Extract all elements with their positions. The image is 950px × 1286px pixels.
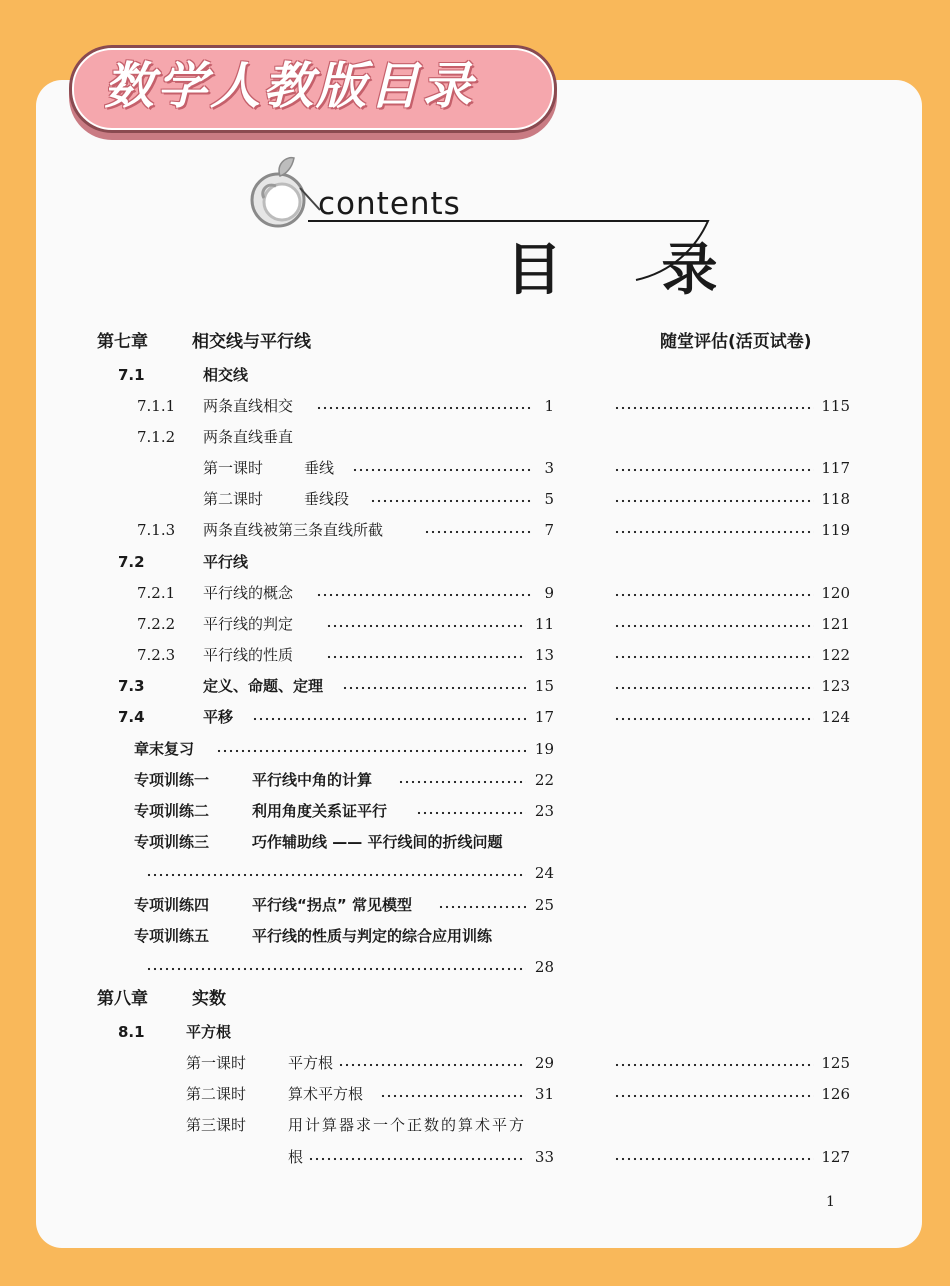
page-ref: 1 bbox=[544, 397, 554, 415]
section-number: 7.1 bbox=[118, 366, 145, 384]
page-ref: 25 bbox=[534, 896, 554, 914]
section-number: 8.1 bbox=[118, 1023, 145, 1041]
test-page-ref: 118 bbox=[821, 490, 850, 508]
lesson-label: 第二课时 bbox=[186, 1085, 247, 1103]
page-ref: 9 bbox=[544, 584, 554, 602]
extra-label: 专项训练一 bbox=[134, 771, 210, 789]
test-page-ref: 125 bbox=[821, 1054, 850, 1072]
subsection-title: 平行线的性质 bbox=[203, 646, 294, 664]
page-ref: 29 bbox=[534, 1054, 554, 1072]
page-ref: 28 bbox=[534, 958, 554, 976]
subsection-title: 平行线的判定 bbox=[203, 615, 294, 633]
page-ref: 11 bbox=[534, 615, 554, 633]
lesson-title-continued: 根 bbox=[288, 1148, 304, 1166]
extra-title: 平行线中角的计算 bbox=[252, 771, 373, 789]
dot-leader bbox=[146, 958, 526, 972]
test-page-ref: 120 bbox=[821, 584, 850, 602]
dot-leader bbox=[614, 397, 814, 411]
dot-leader bbox=[326, 646, 526, 660]
test-page-ref: 123 bbox=[821, 677, 850, 695]
dot-leader bbox=[614, 1148, 814, 1162]
section-number: 7.4 bbox=[118, 708, 145, 726]
dot-leader bbox=[614, 677, 814, 691]
lesson-label: 第一课时 bbox=[186, 1054, 247, 1072]
test-page-ref: 119 bbox=[821, 521, 850, 539]
dot-leader bbox=[614, 459, 814, 473]
section-number: 7.3 bbox=[118, 677, 145, 695]
test-page-ref: 124 bbox=[821, 708, 850, 726]
subsection-number: 7.2.1 bbox=[137, 584, 176, 602]
dot-leader bbox=[342, 677, 526, 691]
extra-label: 专项训练五 bbox=[134, 927, 210, 945]
dot-leader bbox=[614, 615, 814, 629]
page-ref: 17 bbox=[534, 708, 554, 726]
section-title: 相交线 bbox=[203, 366, 249, 384]
dot-leader bbox=[416, 802, 526, 816]
dot-leader bbox=[614, 521, 814, 535]
subsection-title: 两条直线相交 bbox=[203, 397, 294, 415]
dot-leader bbox=[424, 521, 532, 535]
extra-title: 巧作辅助线 —— 平行线间的折线问题 bbox=[252, 833, 503, 851]
contents-word: contents bbox=[318, 186, 461, 222]
lesson-title: 垂线段 bbox=[304, 490, 350, 508]
subsection-number: 7.2.2 bbox=[137, 615, 176, 633]
dot-leader bbox=[326, 615, 526, 629]
dot-leader bbox=[614, 490, 814, 504]
lesson-title: 平方根 bbox=[288, 1054, 334, 1072]
dot-leader bbox=[380, 1085, 526, 1099]
dot-leader bbox=[316, 584, 532, 598]
section-title: 平行线 bbox=[203, 553, 249, 571]
page-number: 1 bbox=[826, 1194, 835, 1210]
dot-leader bbox=[614, 646, 814, 660]
dot-leader bbox=[370, 490, 532, 504]
subsection-title: 平行线的概念 bbox=[203, 584, 294, 602]
subsection-number: 7.1.3 bbox=[137, 521, 176, 539]
page-ref: 19 bbox=[534, 740, 554, 758]
dot-leader bbox=[614, 1085, 814, 1099]
extra-title: 平行线“拐点” 常见模型 bbox=[252, 896, 412, 914]
dot-leader bbox=[438, 896, 526, 910]
lesson-label: 第一课时 bbox=[203, 459, 264, 477]
extra-title: 平行线的性质与判定的综合应用训练 bbox=[252, 927, 493, 945]
test-page-ref: 115 bbox=[821, 397, 850, 415]
lesson-label: 第二课时 bbox=[203, 490, 264, 508]
page-ref: 5 bbox=[544, 490, 554, 508]
page-ref: 23 bbox=[534, 802, 554, 820]
test-page-ref: 121 bbox=[821, 615, 850, 633]
dot-leader bbox=[614, 708, 814, 722]
test-page-ref: 122 bbox=[821, 646, 850, 664]
chapter-title: 相交线与平行线 bbox=[192, 332, 311, 352]
lesson-title: 垂线 bbox=[304, 459, 335, 477]
chapter-label: 第七章 bbox=[97, 332, 148, 352]
dot-leader bbox=[308, 1148, 526, 1162]
page-ref: 24 bbox=[534, 864, 554, 882]
dot-leader bbox=[252, 708, 526, 722]
subsection-number: 7.2.3 bbox=[137, 646, 176, 664]
page-ref: 33 bbox=[534, 1148, 554, 1166]
dot-leader bbox=[352, 459, 532, 473]
dot-leader bbox=[398, 771, 526, 785]
dot-leader bbox=[614, 1054, 814, 1068]
test-page-ref: 127 bbox=[821, 1148, 850, 1166]
dot-leader bbox=[216, 740, 526, 754]
extra-label: 专项训练四 bbox=[134, 896, 210, 914]
dot-leader bbox=[146, 864, 526, 878]
test-page-ref: 117 bbox=[821, 459, 850, 477]
banner-title: 数学人教版目录 bbox=[104, 57, 475, 115]
lesson-title: 算术平方根 bbox=[288, 1085, 364, 1103]
section-title: 平移 bbox=[203, 708, 234, 726]
chapter-label: 第八章 bbox=[97, 989, 148, 1009]
subsection-title: 两条直线垂直 bbox=[203, 428, 294, 446]
page-ref: 31 bbox=[534, 1085, 554, 1103]
dot-leader bbox=[338, 1054, 526, 1068]
page-ref: 13 bbox=[534, 646, 554, 664]
extra-label: 章末复习 bbox=[134, 740, 195, 758]
section-title: 平方根 bbox=[186, 1023, 232, 1041]
page-ref: 22 bbox=[534, 771, 554, 789]
right-column-header: 随堂评估(活页试卷) bbox=[660, 332, 812, 352]
section-number: 7.2 bbox=[118, 553, 145, 571]
subsection-number: 7.1.1 bbox=[137, 397, 176, 415]
page-ref: 3 bbox=[544, 459, 554, 477]
test-page-ref: 126 bbox=[821, 1085, 850, 1103]
extra-label: 专项训练三 bbox=[134, 833, 210, 851]
page-title: 目 录 bbox=[506, 238, 758, 303]
lesson-label: 第三课时 bbox=[186, 1116, 247, 1134]
dot-leader bbox=[316, 397, 532, 411]
lesson-title: 用计算器求一个正数的算术平方 bbox=[288, 1116, 527, 1134]
page-ref: 7 bbox=[544, 521, 554, 539]
extra-label: 专项训练二 bbox=[134, 802, 210, 820]
chapter-title: 实数 bbox=[192, 989, 226, 1009]
subsection-number: 7.1.2 bbox=[137, 428, 176, 446]
subsection-title: 两条直线被第三条直线所截 bbox=[203, 521, 384, 539]
page-ref: 15 bbox=[534, 677, 554, 695]
section-title: 定义、命题、定理 bbox=[203, 677, 324, 695]
dot-leader bbox=[614, 584, 814, 598]
extra-title: 利用角度关系证平行 bbox=[252, 802, 388, 820]
